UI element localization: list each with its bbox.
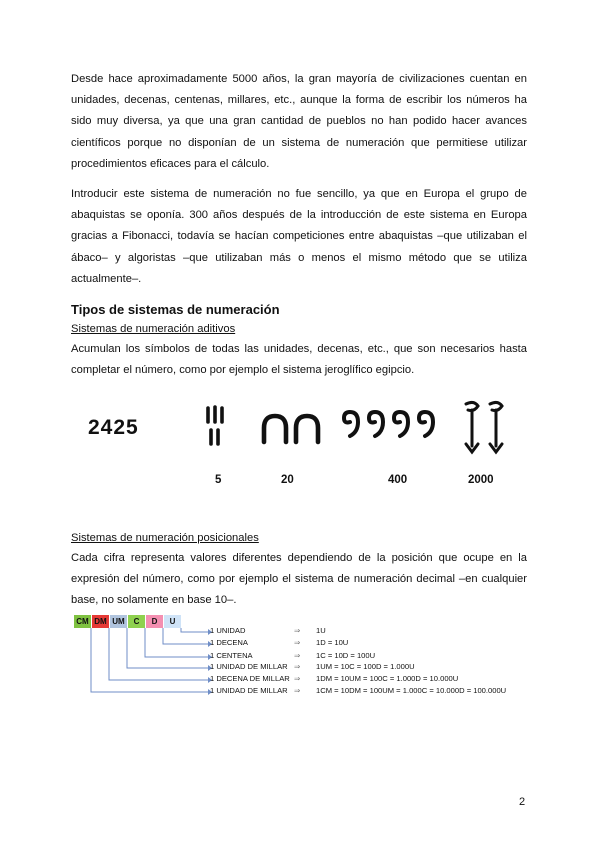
arrow-icon: ⇒	[294, 686, 301, 695]
equivalence-row	[210, 662, 415, 671]
positional-subtitle: Sistemas de numeración posicionales	[71, 532, 259, 544]
arrow-icon: ⇒	[294, 662, 301, 671]
additive-paragraph: Acumulan los símbolos de todas las unidades, decenas, etc., que son necesarios hasta completar el número, como por ejemplo el sistema jeroglífico egipcio.	[71, 343, 527, 377]
equivalence-label: 1 UNIDAD DE MILLAR	[210, 662, 288, 671]
positional-paragraph: Cada cifra representa valores diferentes dependiendo de la posición que ocupe en la expresión del número, como por ejemplo el sistema de numeración decimal –en cualquier base, no solamente en base 10–.	[71, 552, 527, 607]
equivalence-row	[210, 686, 506, 695]
equivalence-row	[210, 674, 458, 683]
equivalence-label: 1 UNIDAD	[210, 626, 246, 635]
units-strokes-icon	[208, 407, 222, 444]
equivalence-row	[210, 638, 348, 647]
equivalence-value: 1CM = 10DM = 100UM = 1.000C = 10.000D = 100.000U	[316, 686, 507, 695]
cell-d: D	[146, 615, 163, 628]
equivalence-label: 1 DECENA DE MILLAR	[210, 674, 290, 683]
equivalence-value: 1UM = 10C = 100D = 1.000U	[316, 662, 415, 671]
page-number: 2	[519, 796, 526, 808]
equivalence-label: 1 CENTENA	[210, 651, 253, 660]
arrow-icon: ⇒	[294, 651, 301, 660]
figure-number: 2425	[88, 416, 139, 439]
arrow-icon: ⇒	[294, 626, 301, 635]
cell-u: U	[164, 615, 181, 628]
section-title: Tipos de sistemas de numeración	[71, 302, 280, 317]
cell-um: UM	[110, 615, 127, 628]
equivalence-row	[210, 626, 326, 635]
cell-c: C	[128, 615, 145, 628]
intro-paragraph: Desde hace aproximadamente 5000 años, la gran mayoría de civilizaciones cuentan en unidades, decenas, centenas, millares, etc., aunque la forma de escribir los números ha sido muy diversa, ya que una gran cantidad de pueblos no han podido hacer avances científicos porque no disponían de un sistema de numeración que permitiese utilizar procedimientos eficaces para el cálculo.	[71, 73, 527, 170]
arrow-icon: ⇒	[294, 674, 301, 683]
thousands-lotus-icon	[460, 398, 510, 460]
cell-dm: DM	[92, 615, 109, 628]
cell-cm: CM	[74, 615, 91, 628]
figure-label-hundreds: 400	[388, 474, 408, 486]
equivalence-label: 1 UNIDAD DE MILLAR	[210, 686, 288, 695]
equivalence-row	[210, 651, 375, 660]
figure-label-tens: 20	[281, 474, 294, 486]
figure-label-thousands: 2000	[468, 474, 494, 486]
figure-label-units: 5	[215, 474, 222, 486]
place-value-cells	[74, 615, 182, 628]
egyptian-hieroglyphs-figure	[200, 398, 360, 464]
equivalence-value: 1D = 10U	[316, 638, 349, 647]
equivalence-value: 1C = 10D = 100U	[316, 651, 376, 660]
additive-subtitle: Sistemas de numeración aditivos	[71, 323, 236, 335]
equivalence-value: 1U	[316, 626, 326, 635]
tens-heelbone-icon	[264, 416, 318, 442]
equivalence-value: 1DM = 10UM = 100C = 1.000D = 10.000U	[316, 674, 459, 683]
arrow-icon: ⇒	[294, 638, 301, 647]
hundreds-coil-icon	[340, 398, 450, 448]
equivalence-label: 1 DECENA	[210, 638, 248, 647]
history-paragraph: Introducir este sistema de numeración no fue sencillo, ya que en Europa el grupo de abaquistas se oponía. 300 años después de la introducción de este sistema en Europa gracias a Fibonacci, todavía se hacían competiciones entre abaquistas –que utilizaban el ábaco– y algoristas –que utilizaban más o menos el mismo método que se utiliza actualmente–.	[71, 188, 527, 285]
